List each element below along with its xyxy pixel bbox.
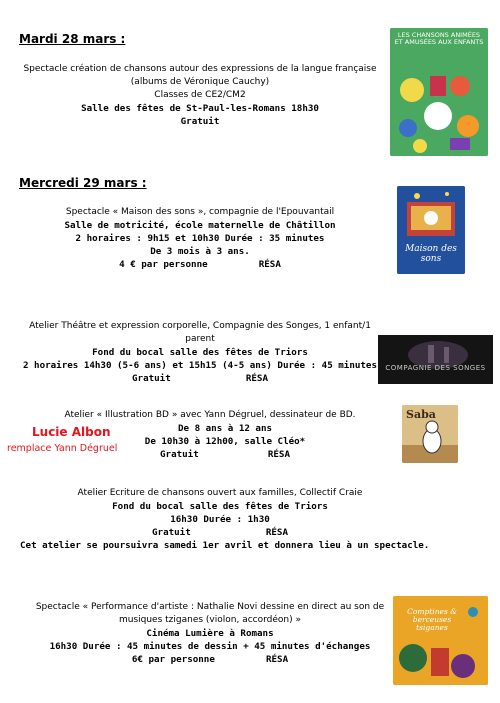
event-description: Atelier « Illustration BD » avec Yann Dégruel, dessinateur de BD. bbox=[64, 410, 356, 420]
cover-title: Saba bbox=[406, 408, 436, 421]
event-price: 6€ par personne bbox=[131, 654, 215, 665]
event-extra-note: Cet atelier se poursuivra samedi 1er avril et donnera lieu à un spectacle. bbox=[20, 540, 430, 551]
event-maison-des-sons bbox=[20, 206, 380, 271]
banner-title: COMPAGNIE DES SONGES bbox=[385, 364, 486, 372]
event-atelier-bd bbox=[40, 409, 380, 461]
event-schedule: 2 horaires : 9h15 et 10h30 Durée : 35 minutes bbox=[75, 233, 325, 244]
event-age: De 3 mois à 3 ans. bbox=[150, 246, 250, 257]
event-location: Cinéma Lumière à Romans bbox=[146, 628, 274, 639]
day-heading-tuesday: Mardi 28 mars : bbox=[19, 32, 126, 46]
event-price-row bbox=[40, 448, 380, 461]
event-resa: RÉSA bbox=[267, 449, 290, 460]
event-description: Spectacle « Maison des sons », compagnie de l'Epouvantail bbox=[65, 207, 335, 217]
event-location: Fond du bocal salle des fêtes de Triors bbox=[112, 501, 328, 512]
event-description: Atelier Ecriture de chansons ouvert aux familles, Collectif Craie bbox=[77, 488, 363, 498]
event-performance-novi bbox=[20, 601, 400, 666]
event-price-row bbox=[20, 258, 380, 271]
cover-title: Comptines & berceuses tsiganes bbox=[407, 607, 457, 632]
book-cover-comptines-tsiganes-image bbox=[393, 596, 488, 685]
event-price: Gratuit bbox=[152, 527, 191, 538]
event-resa: RÉSA bbox=[245, 373, 268, 384]
event-price: Gratuit bbox=[160, 449, 199, 460]
event-audience: Classes de CE2/CM2 bbox=[154, 90, 246, 100]
event-location: Fond du bocal salle des fêtes de Triors bbox=[92, 347, 308, 358]
replacement-name: Lucie Albon bbox=[32, 425, 111, 439]
event-age: De 8 ans à 12 ans bbox=[177, 423, 273, 434]
event-schedule: 16h30 Durée : 1h30 bbox=[170, 514, 270, 525]
event-description: Spectacle création de chansons autour des expressions de la langue française bbox=[23, 64, 377, 74]
event-location: Salle de motricité, école maternelle de Châtillon bbox=[64, 220, 336, 231]
event-resa: RÉSA bbox=[265, 527, 288, 538]
cover-title: LES CHANSONS ANIMÉES ET AMUSÉES AUX ENFANTS bbox=[394, 31, 484, 46]
event-schedule: De 10h30 à 12h00, salle Cléo* bbox=[144, 436, 306, 447]
event-schedule: 16h30 Durée : 45 minutes de dessin + 45 minutes d'échanges bbox=[49, 641, 371, 652]
event-description-cont: musiques tziganes (violon, accordéon) » bbox=[118, 615, 301, 625]
event-albums: (albums de Véronique Cauchy) bbox=[130, 77, 270, 87]
book-cover-maison-des-sons-image bbox=[397, 186, 465, 274]
event-chansons-expressions bbox=[20, 63, 380, 128]
event-price: Gratuit bbox=[180, 116, 220, 127]
event-price-row bbox=[20, 653, 400, 666]
event-resa: RÉSA bbox=[258, 259, 281, 270]
event-schedule: 2 horaires 14h30 (5-6 ans) et 15h15 (4-5 ans) Durée : 45 minutes bbox=[22, 360, 377, 371]
event-location: Salle des fêtes de St-Paul-les-Romans 18h30 bbox=[81, 103, 319, 114]
book-cover-saba-image bbox=[402, 405, 458, 463]
book-cover-chansons-image bbox=[390, 28, 488, 156]
event-description-cont: parent bbox=[185, 334, 215, 344]
event-price-row bbox=[20, 372, 380, 385]
event-price: Gratuit bbox=[132, 373, 171, 384]
cover-title: Maison des sons bbox=[405, 244, 457, 264]
event-description: Spectacle « Performance d'artiste : Nathalie Novi dessine en direct au son de bbox=[35, 602, 385, 612]
event-resa: RÉSA bbox=[265, 654, 289, 665]
event-atelier-theatre bbox=[20, 320, 380, 385]
event-atelier-ecriture bbox=[20, 487, 430, 552]
compagnie-des-songes-image bbox=[378, 335, 493, 384]
replacement-note: remplace Yann Dégruel bbox=[7, 443, 118, 454]
event-description: Atelier Théâtre et expression corporelle, Compagnie des Songes, 1 enfant/1 bbox=[29, 321, 371, 331]
day-heading-wednesday: Mercredi 29 mars : bbox=[19, 176, 147, 190]
event-price-row bbox=[20, 526, 420, 539]
event-price: 4 € par personne bbox=[119, 259, 208, 270]
